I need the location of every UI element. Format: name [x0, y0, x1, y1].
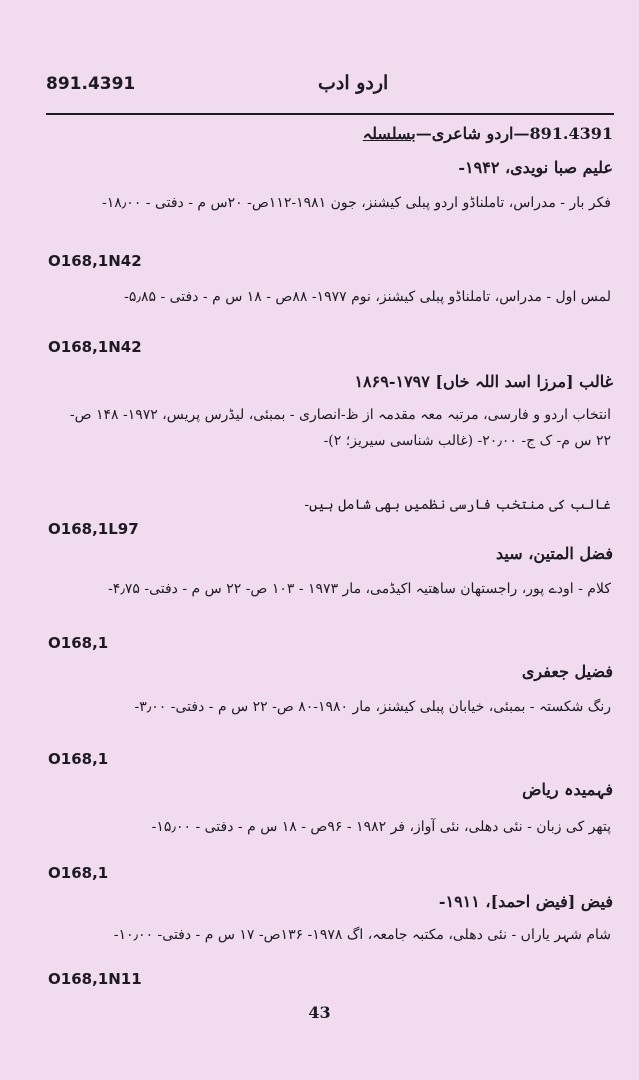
section-heading	[363, 124, 613, 143]
record-text: فکر بار - مدراس، تاملناڈو اردو پبلی کیشنز، جون ۱۹۸۱-۱۱۲ص- ۲۰س م - دفتی - ۱۸٫۰۰-	[101, 195, 611, 211]
call-number: O168,1N11	[48, 970, 142, 988]
header-rule	[46, 113, 614, 115]
record-text: کلام - اودے پور، راجستھان ساھتیہ اکیڈمی، مار ۱۹۷۳ - ۱۰۳ ص- ۲۲ س م - دفتی- ۴٫۷۵-	[108, 581, 611, 597]
section-qualifier: بسلسلہ	[362, 124, 416, 143]
page-number: 43	[308, 1003, 331, 1022]
author-heading: فہمیدہ ریاض	[522, 780, 613, 799]
record-text: لمس اول - مدراس، تاملناڈو پبلی کیشنز، نوم ۱۹۷۷- ۸۸ص - ۱۸ س م - دفتی - ۵٫۸۵-	[124, 289, 611, 305]
call-number: O168,1N42	[48, 252, 142, 270]
call-number: O168,1N42	[48, 338, 142, 356]
record-text: شام شہر یاراں - نئی دھلی، مکتبہ جامعہ، اگ ۱۹۷۸- ۱۳۶ص- ۱۷ س م - دفتی- ۱۰٫۰۰-	[113, 927, 611, 943]
call-number: O168,1	[48, 750, 109, 768]
record-text: انتخاب اردو و فارسی، مرتبہ معہ مقدمہ از ظ-انصاری - بمبئی، لیڈرس پریس، ۱۹۷۲- ۱۴۸ ص- ۲۲ س م- ک ج- ۲۰٫۰۰- (غالب شناسی سیریز؛ ۲)-	[69, 407, 611, 449]
section-class-number: 891.4391	[529, 124, 613, 143]
header-class-number: 891.4391	[46, 74, 136, 94]
author-heading: فضل المتین، سید	[496, 544, 613, 563]
record-text: پتھر کی زبان - نئی دھلی، نئی آواز، فر ۱۹۸۲ - ۹۶ص - ۱۸ س م - دفتی - ۱۵٫۰۰-	[151, 819, 611, 835]
author-heading: فیض [فیض احمد]، ۱۹۱۱-	[438, 892, 613, 911]
author-heading: علیم صبا نویدی، ۱۹۴۲-	[458, 158, 613, 177]
author-heading: فضیل جعفری	[521, 662, 613, 681]
call-number: O168,1	[48, 634, 109, 652]
section-label: —اردو شاعری—	[415, 124, 530, 143]
record-note: غالب کی منتخب فارسی نظمیں بھی شامل ہیں-	[304, 497, 611, 513]
author-heading: غالب [مرزا اسد اللہ خاں] ۱۷۹۷-۱۸۶۹	[354, 372, 613, 391]
record-text: رنگ شکستہ - بمبئی، خیابان پبلی کیشنز، مار ۱۹۸۰-۸۰ ص- ۲۲ س م - دفتی- ۳٫۰۰-	[134, 699, 611, 715]
call-number: O168,1	[48, 864, 109, 882]
header-title: اردو ادب	[318, 72, 389, 94]
call-number: O168,1L97	[48, 520, 139, 538]
